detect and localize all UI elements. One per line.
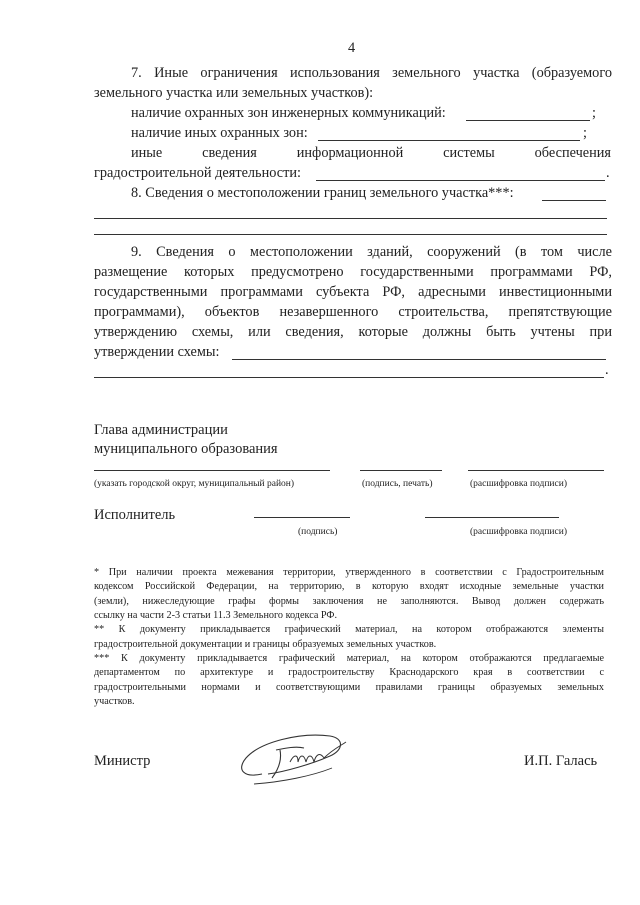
section9-line5: утверждению схемы, или сведения, которые должны быть учтены при <box>94 324 612 340</box>
section9-blank-line-1 <box>232 359 606 360</box>
footnote-1-line-4: ссылку на части 2-3 статьи 11.3 Земельного кодекса РФ. <box>94 610 338 621</box>
section7-line2: земельного участка или земельных участков): <box>94 85 374 101</box>
item3-word-2: сведения <box>202 145 257 161</box>
executor-signature-line <box>254 517 350 518</box>
footnote-1-line-2: кодексом Российской Федерации, на территорию, в которую входят исходные земельные участки <box>94 581 604 592</box>
section9-line1: 9. Сведения о местоположении зданий, сооружений (в том числе <box>131 244 612 260</box>
footnote-2-line-2: градостроительной документации и границы образуемых земельных участков. <box>94 639 437 650</box>
section9-line3: государственными программами субъекта РФ, адресными инвестиционными <box>94 284 612 300</box>
footnote-1-line-3: (земли), нижеследующие графы формы заключения не заполняются. Вывод должен содержать <box>94 596 604 607</box>
item2-blank-line <box>318 140 580 141</box>
section7-item1: наличие охранных зон инженерных коммуникаций: <box>131 105 446 121</box>
head-caption-decode: (расшифровка подписи) <box>470 479 567 489</box>
head-title-2: муниципального образования <box>94 441 278 457</box>
section8-label: 8. Сведения о местоположении границ земельного участка***: <box>131 185 514 201</box>
section8-blank-line-3 <box>94 234 607 235</box>
item1-blank-line <box>466 120 590 121</box>
section7-item2: наличие иных охранных зон: <box>131 125 308 141</box>
item3-word-5: обеспечения <box>534 145 611 161</box>
section7-item3-line2: градостроительной деятельности: <box>94 165 301 181</box>
executor-caption-decode: (расшифровка подписи) <box>470 527 567 537</box>
footnote-3-line-1: *** К документу прикладывается графический материал, на котором отображаются предлагаемые <box>94 653 604 664</box>
section8-blank-line-1 <box>542 200 606 201</box>
section9-line4: программами), объектов незавершенного строительства, препятствующие <box>94 304 612 320</box>
head-caption-signature: (подпись, печать) <box>362 479 433 489</box>
head-signature-line <box>360 470 442 471</box>
section9-last-line: утверждении схемы: <box>94 344 220 360</box>
executor-decode-line <box>425 517 559 518</box>
section7-item3-line1 <box>131 144 611 163</box>
minister-title: Министр <box>94 753 151 769</box>
item3-word-4: системы <box>443 145 495 161</box>
footnote-3-line-4: участков. <box>94 696 135 707</box>
head-municipality-line <box>94 470 330 471</box>
minister-name: И.П. Галась <box>524 753 598 769</box>
footnote-1-line-1: * При наличии проекта межевания территории, утвержденного в соответствии с Градостроительным <box>94 567 604 578</box>
section8-blank-line-2 <box>94 218 607 219</box>
section9-blank-line-2 <box>94 377 604 378</box>
executor-caption-signature: (подпись) <box>298 527 338 537</box>
section7-item2-end: ; <box>583 125 587 141</box>
item3-word-3: информационной <box>296 145 404 161</box>
head-decode-line <box>468 470 604 471</box>
head-title-1: Глава администрации <box>94 422 228 438</box>
handwritten-signature-icon <box>232 722 352 792</box>
footnote-3-line-3: градостроительными нормами и соответствующими правилами границы образуемых земельных <box>94 682 604 693</box>
section7-item3-end: . <box>606 165 610 181</box>
section7-item1-end: ; <box>592 105 596 121</box>
page-number: 4 <box>348 40 356 56</box>
item3-blank-line <box>316 180 605 181</box>
section9-end: . <box>605 362 609 378</box>
executor-title: Исполнитель <box>94 507 176 523</box>
item3-word-1: иные <box>131 145 163 161</box>
head-caption-municipality: (указать городской округ, муниципальный район) <box>94 479 295 489</box>
section9-line2: размещение которых предусмотрено государственными программами РФ, <box>94 264 612 280</box>
section7-line1: 7. Иные ограничения использования земельного участка (образуемого <box>131 65 612 81</box>
footnote-2-line-1: ** К документу прикладывается графический материал, на котором отображаются элементы <box>94 624 604 635</box>
footnote-3-line-2: департаментом по архитектуре и градостроительству Краснодарского края в соответствии с <box>94 667 604 678</box>
